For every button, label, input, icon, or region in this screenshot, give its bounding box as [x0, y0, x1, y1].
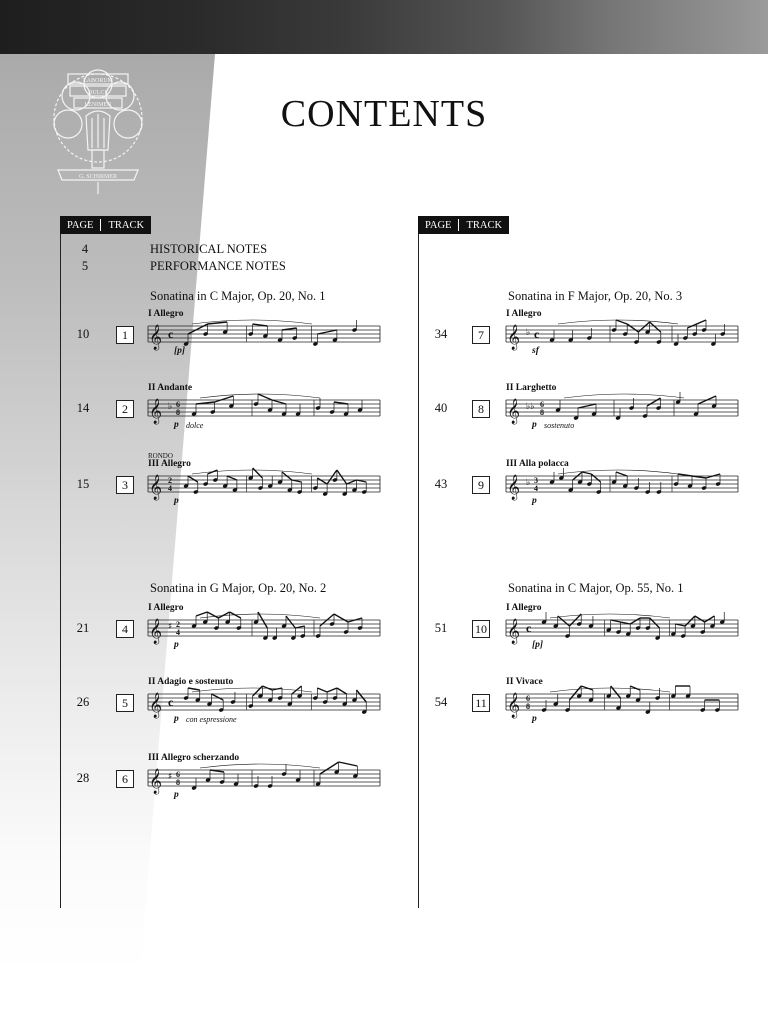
time-signature-top: 2: [168, 476, 172, 485]
time-signature-bottom: 8: [176, 408, 180, 417]
music-incipit: [506, 322, 738, 352]
movement-title: III Allegro: [148, 459, 191, 469]
track-number-box[interactable]: 8: [472, 400, 490, 418]
music-incipit: [506, 690, 738, 720]
svg-text:DULCE: DULCE: [88, 90, 108, 96]
movement-page-number: 51: [434, 621, 448, 635]
time-signature-bottom: 4: [176, 628, 180, 637]
movement-page-number: 40: [434, 401, 448, 415]
time-signature-top: 6: [176, 770, 180, 779]
time-signature: c: [168, 695, 174, 709]
treble-clef-icon: 𝄞: [149, 619, 163, 644]
time-signature-top: 2: [176, 620, 180, 629]
time-signature: c: [534, 327, 540, 341]
movement-title: III Alla polacca: [506, 459, 569, 469]
movement-page-number: 28: [76, 771, 90, 785]
movement-page-number: 10: [76, 327, 90, 341]
movement-title: II Adagio e sostenuto: [148, 677, 234, 687]
time-signature-bottom: 4: [534, 484, 538, 493]
time-signature-bottom: 8: [176, 778, 180, 787]
key-signature: ♯: [168, 622, 173, 632]
movement-page-number: 21: [76, 621, 90, 635]
treble-clef-icon: 𝄞: [149, 325, 163, 350]
sonatina-title: Sonatina in F Major, Op. 20, No. 3: [508, 289, 683, 303]
track-number-box[interactable]: 3: [116, 476, 134, 494]
track-number-box[interactable]: 9: [472, 476, 490, 494]
dynamic-marking: [p]: [174, 346, 186, 356]
treble-clef-icon: 𝄞: [507, 399, 521, 424]
movement-page-number: 34: [434, 327, 448, 341]
music-incipit: [148, 472, 380, 502]
time-signature-top: 6: [526, 694, 530, 703]
dynamic-marking: p: [174, 496, 179, 506]
movement-page-number: 14: [76, 401, 90, 415]
movement-title: II Vivace: [506, 677, 543, 687]
time-signature-bottom: 8: [540, 408, 544, 417]
treble-clef-icon: 𝄞: [149, 399, 163, 424]
movement-title: I Allegro: [148, 309, 184, 319]
dynamic-marking: p: [532, 420, 537, 430]
music-incipit: [506, 472, 738, 502]
music-incipit: [148, 396, 380, 426]
movement-form-label: RONDO: [148, 452, 173, 460]
expression-marking: sostenuto: [544, 421, 575, 430]
dynamic-marking: p: [532, 496, 537, 506]
column-rule-left: [60, 234, 61, 908]
time-signature-bottom: 8: [526, 702, 530, 711]
movement-title: II Andante: [148, 383, 193, 393]
movement-title: II Larghetto: [506, 383, 557, 393]
dynamic-marking: p: [174, 714, 179, 724]
music-incipit: [506, 396, 738, 426]
movement-title: I Allegro: [148, 603, 184, 613]
dynamic-marking: p: [174, 790, 179, 800]
svg-text:G. SCHIRMER: G. SCHIRMER: [78, 174, 118, 180]
treble-clef-icon: 𝄞: [507, 619, 521, 644]
movement-page-number: 15: [76, 477, 90, 491]
dynamic-marking: [p]: [532, 640, 544, 650]
key-signature: ♯: [168, 772, 173, 782]
movement-page-number: 54: [434, 695, 448, 709]
music-incipit: [148, 690, 380, 720]
dynamic-marking: p: [174, 640, 179, 650]
treble-clef-icon: 𝄞: [149, 693, 163, 718]
key-signature: ♭♭: [526, 402, 535, 412]
music-incipit: [148, 616, 380, 646]
track-number-box[interactable]: 7: [472, 326, 490, 344]
track-number-box[interactable]: 5: [116, 694, 134, 712]
page-header-label: PAGE: [67, 219, 94, 231]
movement-page-number: 26: [76, 695, 90, 709]
movement-title: I Allegro: [506, 309, 542, 319]
time-signature-top: 6: [176, 400, 180, 409]
time-signature-top: 6: [540, 400, 544, 409]
svg-text:LENIMEN: LENIMEN: [84, 102, 112, 108]
dynamic-marking: p: [532, 714, 537, 724]
treble-clef-icon: 𝄞: [507, 693, 521, 718]
key-signature: ♭: [526, 478, 531, 488]
key-signature: ♭: [168, 402, 173, 412]
track-number-box[interactable]: 11: [472, 694, 490, 712]
treble-clef-icon: 𝄞: [507, 325, 521, 350]
notes-page-number: 5: [81, 259, 89, 273]
time-signature: c: [168, 327, 174, 341]
sonatina-title: Sonatina in C Major, Op. 20, No. 1: [150, 289, 326, 303]
dynamic-marking: p: [174, 420, 179, 430]
movement-title: III Allegro scherzando: [148, 753, 240, 763]
column-header-right: [418, 216, 509, 234]
sonatina-title: Sonatina in C Major, Op. 55, No. 1: [508, 581, 684, 595]
track-number-box[interactable]: 4: [116, 620, 134, 638]
track-number-box[interactable]: 2: [116, 400, 134, 418]
top-banner: [0, 0, 768, 54]
notes-entry-historical[interactable]: HISTORICAL NOTES: [150, 242, 268, 256]
sonatina-title: Sonatina in G Major, Op. 20, No. 2: [150, 581, 327, 595]
time-signature-top: 3: [534, 476, 538, 485]
movement-page-number: 43: [434, 477, 448, 491]
key-signature: ♭: [526, 328, 531, 338]
column-header-left: [60, 216, 151, 234]
time-signature: c: [526, 621, 532, 635]
track-number-box[interactable]: 1: [116, 326, 134, 344]
track-header-label: TRACK: [108, 219, 145, 231]
expression-marking: dolce: [186, 421, 204, 430]
track-number-box[interactable]: 10: [472, 620, 490, 638]
track-number-box[interactable]: 6: [116, 770, 134, 788]
treble-clef-icon: 𝄞: [149, 769, 163, 794]
svg-text:LABORUM: LABORUM: [82, 78, 114, 84]
track-header-label: TRACK: [466, 219, 503, 231]
dynamic-marking: sf: [532, 346, 539, 356]
treble-clef-icon: 𝄞: [149, 475, 163, 500]
expression-marking: con espressione: [186, 715, 237, 724]
time-signature-bottom: 4: [168, 484, 172, 493]
page-title: CONTENTS: [280, 93, 488, 135]
column-rule-right: [418, 234, 419, 908]
treble-clef-icon: 𝄞: [507, 475, 521, 500]
movement-title: I Allegro: [506, 603, 542, 613]
notes-page-number: 4: [81, 242, 89, 256]
notes-entry-performance[interactable]: PERFORMANCE NOTES: [150, 259, 286, 273]
page-header-label: PAGE: [425, 219, 452, 231]
music-incipit: [148, 766, 380, 796]
